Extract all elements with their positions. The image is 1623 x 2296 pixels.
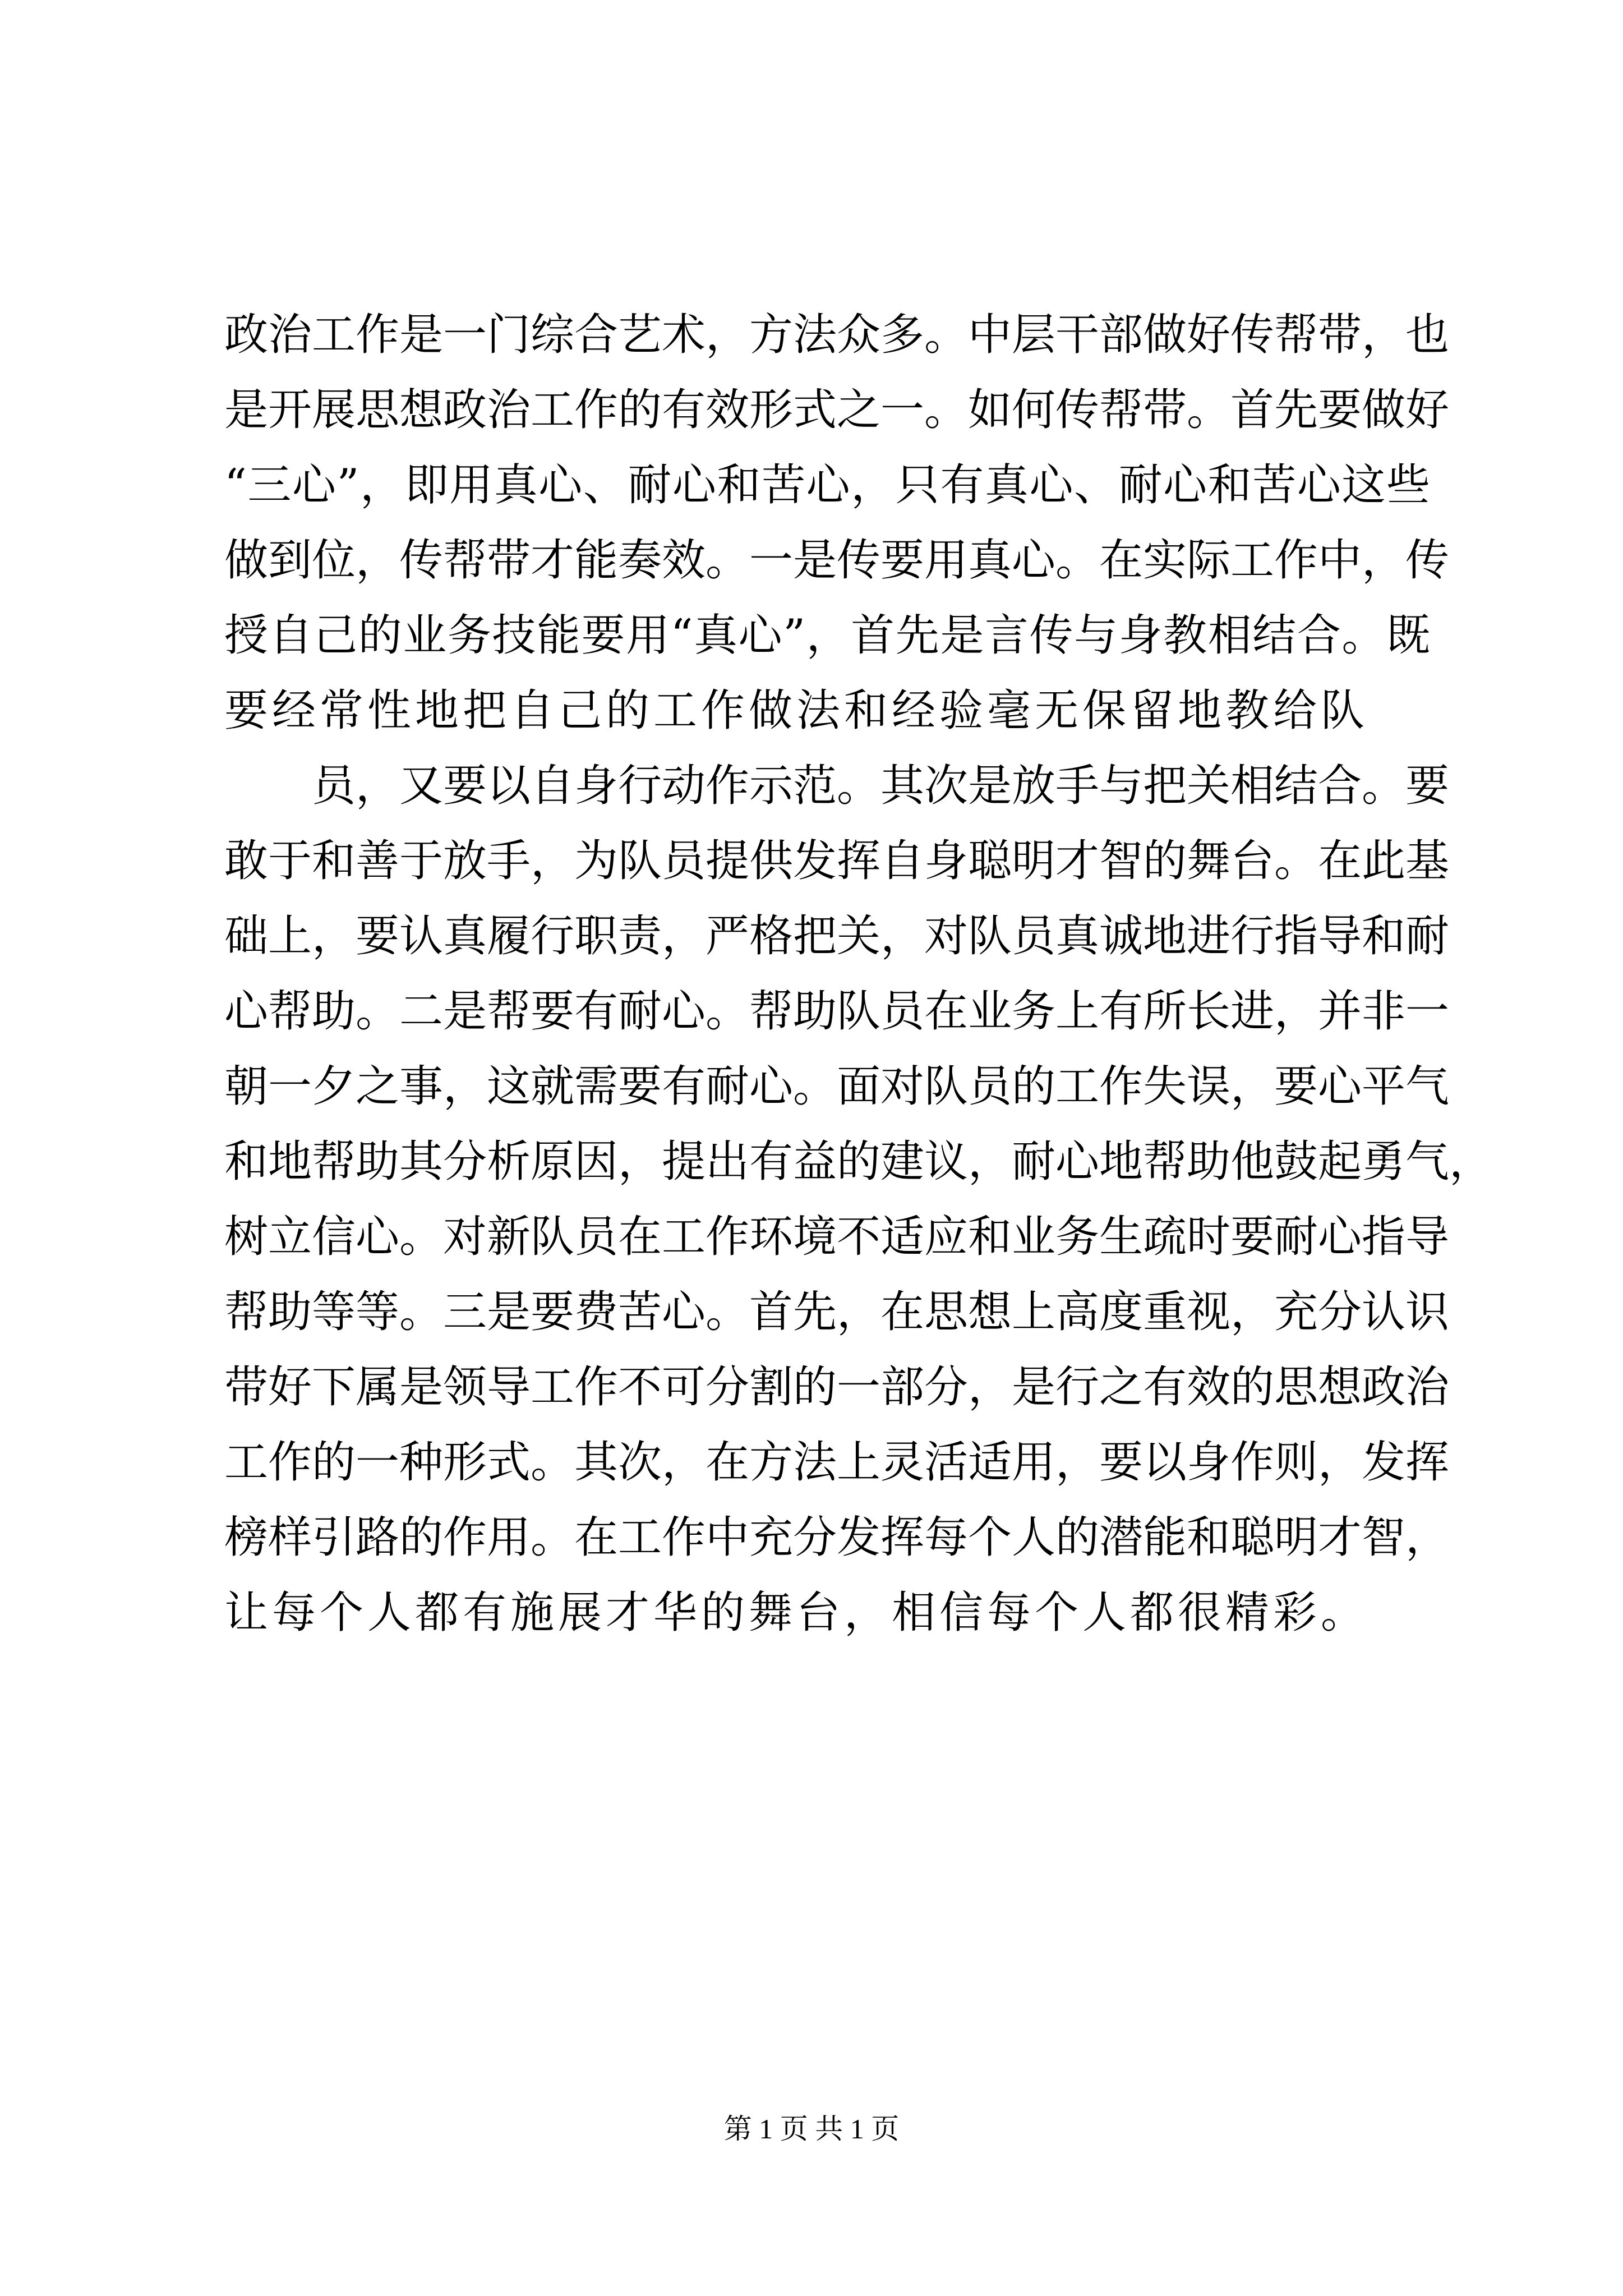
- text-line-indented: 员，又要以自身行动作示范。其次是放手与把关相结合。要: [312, 761, 1450, 811]
- text-line: 授自己的业务技能要用“真心”，首先是言传与身教相结合。既: [224, 610, 1430, 661]
- page-number-footer: 第 1 页 共 1 页: [723, 2113, 900, 2145]
- text-line: 和地帮助其分析原因，提出有益的建议，耐心地帮助他鼓起勇气，: [224, 1137, 1493, 1187]
- text-line: 朝一夕之事，这就需要有耐心。面对队员的工作失误，要心平气: [224, 1061, 1450, 1112]
- text-line: 础上，要认真履行职责，严格把关，对队员真诚地进行指导和耐: [224, 911, 1450, 961]
- text-line: 树立信心。对新队员在工作环境不适应和业务生疏时要耐心指导: [224, 1212, 1450, 1262]
- text-line: 让每个人都有施展才华的舞台，相信每个人都很精彩。: [224, 1588, 1369, 1638]
- paragraph-2: [224, 748, 1493, 1650]
- document-body: [224, 297, 1493, 1650]
- text-line: 心帮助。二是帮要有耐心。帮助队员在业务上有所长进，并非一: [224, 986, 1450, 1037]
- text-line: 工作的一种形式。其次，在方法上灵活适用，要以身作则，发挥: [224, 1437, 1450, 1488]
- paragraph-1: [224, 297, 1450, 748]
- text-line: 是开展思想政治工作的有效形式之一。如何传帮带。首先要做好: [224, 385, 1450, 435]
- text-line: “三心”，即用真心、耐心和苦心，只有真心、耐心和苦心这些: [224, 460, 1430, 510]
- text-line: 做到位，传帮带才能奏效。一是传要用真心。在实际工作中，传: [224, 535, 1450, 586]
- text-line: 帮助等等。三是要费苦心。首先，在思想上高度重视，充分认识: [224, 1287, 1450, 1337]
- text-line: 榜样引路的作用。在工作中充分发挥每个人的潜能和聪明才智，: [224, 1512, 1450, 1563]
- text-line: 带好下属是领导工作不可分割的一部分，是行之有效的思想政治: [224, 1362, 1450, 1412]
- text-line: 政治工作是一门综合艺术，方法众多。中层干部做好传帮带，也: [224, 310, 1450, 360]
- text-line: 敢于和善于放手，为队员提供发挥自身聪明才智的舞台。在此基: [224, 836, 1450, 886]
- text-line: 要经常性地把自己的工作做法和经验毫无保留地教给队: [224, 685, 1369, 736]
